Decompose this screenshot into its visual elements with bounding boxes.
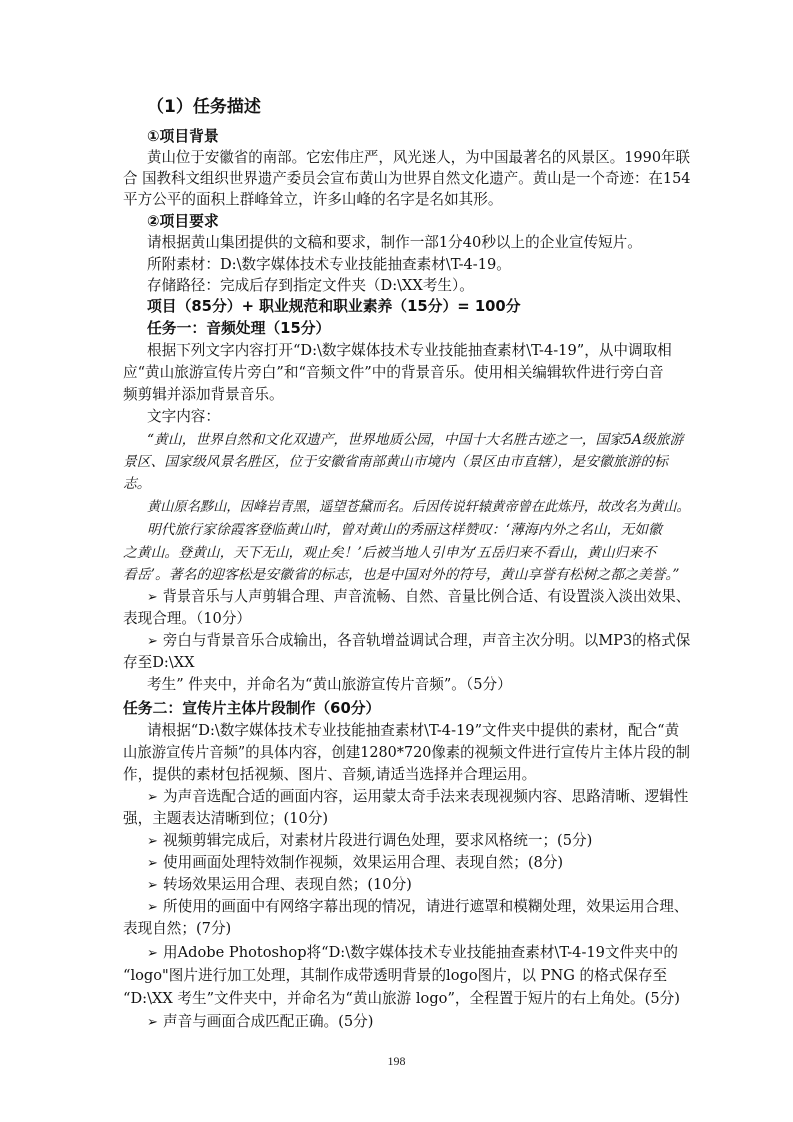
criteria-text: 声音与画面合成匹配正确。(5分) (163, 1013, 374, 1030)
criteria-item (147, 1011, 373, 1034)
task1-intro-line: 根据下列文字内容打开“D:\数字媒体技术专业技能抽查素材\T-4-19”，从中调取相 (147, 342, 672, 359)
quote-line: 黄山原名黟山，因峰岩青黑，遥望苍黛而名。后因传说轩辕黄帝曾在此炼丹，故改名为黄山。 (147, 499, 690, 515)
background-line: 黄山位于安徽省的南部。它宏伟庄严，风光迷人，为中国最著名的风景区。1990年联 (147, 149, 690, 166)
criteria-item (147, 830, 592, 853)
criteria-text: 旁白与背景音乐合成输出，各音轨增益调试合理，声音主次分明。以MP3的格式保 (162, 632, 691, 649)
requirements-line: 存储路径：完成后存到指定文件夹（D:\XX考生）。 (147, 277, 474, 294)
criteria-item (147, 942, 678, 965)
background-line: 平方公平的面积上群峰耸立，许多山峰的名字是名如其形。 (123, 191, 503, 208)
criteria-text: 使用画面处理特效制作视频，效果运用合理、表现自然；(8分) (163, 854, 564, 871)
requirements-line: 请根据黄山集团提供的文稿和要求，制作一部1分40秒以上的企业宣传短片。 (147, 234, 642, 251)
quote-line: 之黄山。登黄山，天下无山，观止矣！’后被当地人引申为‘五岳归来不看山，黄山归来不 (123, 545, 657, 561)
criteria-text: 背景音乐与人声剪辑合理、声音流畅、自然、音量比例合适、有设置淡入淡出效果、 (162, 588, 690, 605)
quote-line: 明代旅行家徐霞客登临黄山时，曾对黄山的秀丽这样赞叹：‘薄海内外之名山，无如徽 (147, 522, 662, 538)
quote-line: 志。 (123, 476, 151, 492)
quote-line: 看岳’。著名的迎客松是安徽省的标志，也是中国对外的符号，黄山享誉有松树之都之美誉。” (123, 567, 680, 583)
task2-intro-line: 山旅游宣传片音频”的具体内容，创建1280*720像素的视频文件进行宣传片主体片段的制 (123, 744, 690, 761)
arrow-bullet-icon: ➢ (147, 790, 158, 805)
criteria-item (147, 896, 688, 919)
task2-intro-line: 作，提供的素材包括视频、图片、音频,请适当选择并合理运用。 (123, 766, 537, 783)
arrow-bullet-icon: ➢ (147, 834, 158, 849)
criteria-continuation: 表现合理。（10分） (123, 610, 252, 627)
arrow-bullet-icon: ➢ (147, 900, 158, 915)
task2-heading: 任务二：宣传片主体片段制作（60分） (123, 700, 381, 717)
arrow-bullet-icon: ➢ (147, 878, 158, 893)
criteria-continuation: 存至D:\XX (123, 654, 195, 671)
criteria-continuation: 强，主题表达清晰到位；(10分) (123, 810, 329, 827)
criteria-item (147, 874, 412, 897)
page-number: 198 (387, 1054, 406, 1068)
score-line: 项目（85分）+ 职业规范和职业素养（15分）= 100分 (147, 298, 521, 315)
text-content-label: 文字内容： (147, 408, 220, 425)
background-line: 合 国教科文组织世界遗产委员会宣布黄山为世界自然文化遗产。黄山是一个奇迹：在154 (123, 170, 691, 187)
arrow-bullet-icon: ➢ (147, 946, 158, 961)
quote-line: “黄山，世界自然和文化双遗产，世界地质公园，中国十大名胜古迹之一，国家5A级旅游 (147, 432, 684, 448)
task1-heading: 任务一：音频处理（15分） (147, 320, 331, 337)
criteria-text: 所使用的画面中有网络字幕出现的情况，请进行遮罩和模糊处理，效果运用合理、 (163, 898, 689, 915)
arrow-bullet-icon: ➢ (147, 590, 158, 605)
background-heading: ①项目背景 (147, 128, 219, 145)
criteria-text: 用Adobe Photoshop将“D:\数字媒体技术专业技能抽查素材\T-4-19文件夹中的 (163, 944, 678, 961)
criteria-continuation: 表现自然；(7分) (123, 920, 232, 937)
arrow-bullet-icon: ➢ (147, 1015, 158, 1030)
criteria-text: 视频剪辑完成后，对素材片段进行调色处理，要求风格统一；(5分) (163, 832, 593, 849)
criteria-item (147, 630, 690, 653)
task1-intro-line: 频剪辑并添加背景音乐。 (123, 386, 284, 403)
requirements-line: 所附素材：D:\数字媒体技术专业技能抽查素材\T-4-19。 (147, 256, 511, 273)
criteria-item (147, 586, 690, 609)
section-title: （1）任务描述 (147, 97, 261, 117)
criteria-continuation: “D:\XX 考生”文件夹中，并命名为“黄山旅游 logo”，全程置于短片的右上角处。(5分) (123, 990, 680, 1007)
criteria-item (147, 786, 688, 809)
criteria-continuation: “logo"图片进行加工处理，其制作成带透明背景的logo图片，以 PNG 的格式保存至 (123, 967, 668, 984)
criteria-text: 转场效果运用合理、表现自然；(10分) (163, 876, 412, 893)
task1-intro-line: 应“黄山旅游宣传片旁白”和“音频文件”中的背景音乐。使用相关编辑软件进行旁白音 (123, 364, 664, 381)
criteria-item (147, 852, 563, 875)
requirements-heading: ②项目要求 (147, 213, 219, 230)
arrow-bullet-icon: ➢ (147, 856, 158, 871)
task2-intro-line: 请根据“D:\数字媒体技术专业技能抽查素材\T-4-19”文件夹中提供的素材，配合“黄 (147, 722, 680, 739)
arrow-bullet-icon: ➢ (147, 634, 158, 649)
quote-line: 景区、国家级风景名胜区，位于安徽省南部黄山市境内（景区由市直辖），是安徽旅游的标 (123, 454, 668, 470)
criteria-continuation: 考生” 件夹中，并命名为“黄山旅游宣传片音频”。（5分） (147, 676, 512, 693)
criteria-text: 为声音选配合适的画面内容，运用蒙太奇手法来表现视频内容、思路清晰、逻辑性 (163, 788, 689, 805)
